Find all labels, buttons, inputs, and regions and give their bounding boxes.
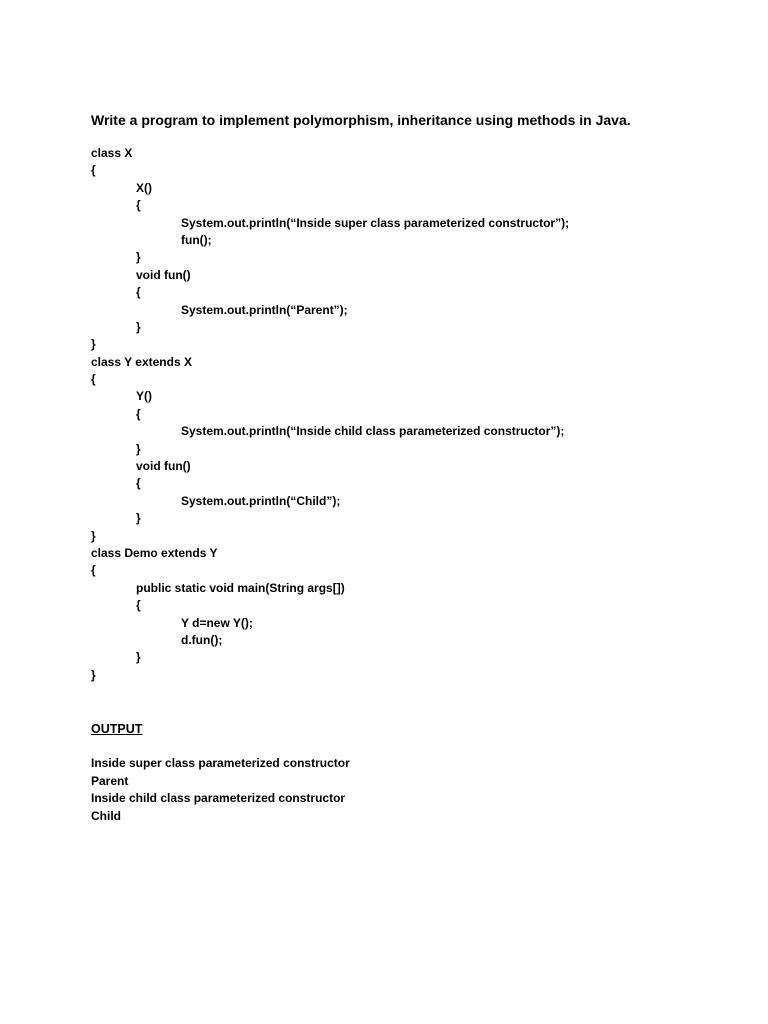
code-line: }	[91, 337, 96, 352]
code-line: {	[91, 563, 96, 578]
code-line: {	[136, 598, 141, 613]
code-line: void fun()	[136, 267, 191, 282]
code-block	[91, 145, 569, 684]
code-line: {	[136, 476, 141, 491]
code-line: {	[91, 372, 96, 387]
output-line: Parent	[91, 773, 129, 788]
output-heading: OUTPUT	[91, 722, 143, 736]
output-line: Inside child class parameterized constructor	[91, 791, 346, 806]
code-line: d.fun();	[181, 632, 223, 647]
output-line: Child	[91, 808, 121, 823]
code-line: }	[136, 319, 141, 334]
code-line: fun();	[181, 232, 212, 247]
code-line: {	[136, 198, 141, 213]
code-line: System.out.println(“Inside child class parameterized constructor”);	[181, 424, 565, 439]
code-line: public static void main(String args[])	[136, 580, 345, 595]
code-line: {	[91, 163, 96, 178]
output-block	[91, 755, 350, 825]
code-line: class Y extends X	[91, 354, 192, 369]
code-line: {	[136, 406, 141, 421]
code-line: Y()	[136, 389, 152, 404]
code-line: }	[136, 511, 141, 526]
code-line: System.out.println(“Inside super class parameterized constructor”);	[181, 215, 570, 230]
code-line: Y d=new Y();	[181, 615, 253, 630]
code-line: }	[91, 528, 96, 543]
code-line: class Demo extends Y	[91, 545, 218, 560]
code-line: }	[136, 250, 141, 265]
code-line: }	[136, 441, 141, 456]
code-line: {	[136, 285, 141, 300]
page-title: Write a program to implement polymorphism, inheritance using methods in Java.	[91, 112, 631, 128]
code-line: void fun()	[136, 459, 191, 474]
code-line: System.out.println(“Parent”);	[181, 302, 348, 317]
output-line: Inside super class parameterized constructor	[91, 756, 350, 770]
code-line: class X	[91, 146, 133, 160]
code-line: }	[136, 650, 141, 665]
code-line: X()	[136, 180, 152, 195]
code-line: }	[91, 667, 96, 682]
code-line: System.out.println(“Child”);	[181, 493, 341, 508]
